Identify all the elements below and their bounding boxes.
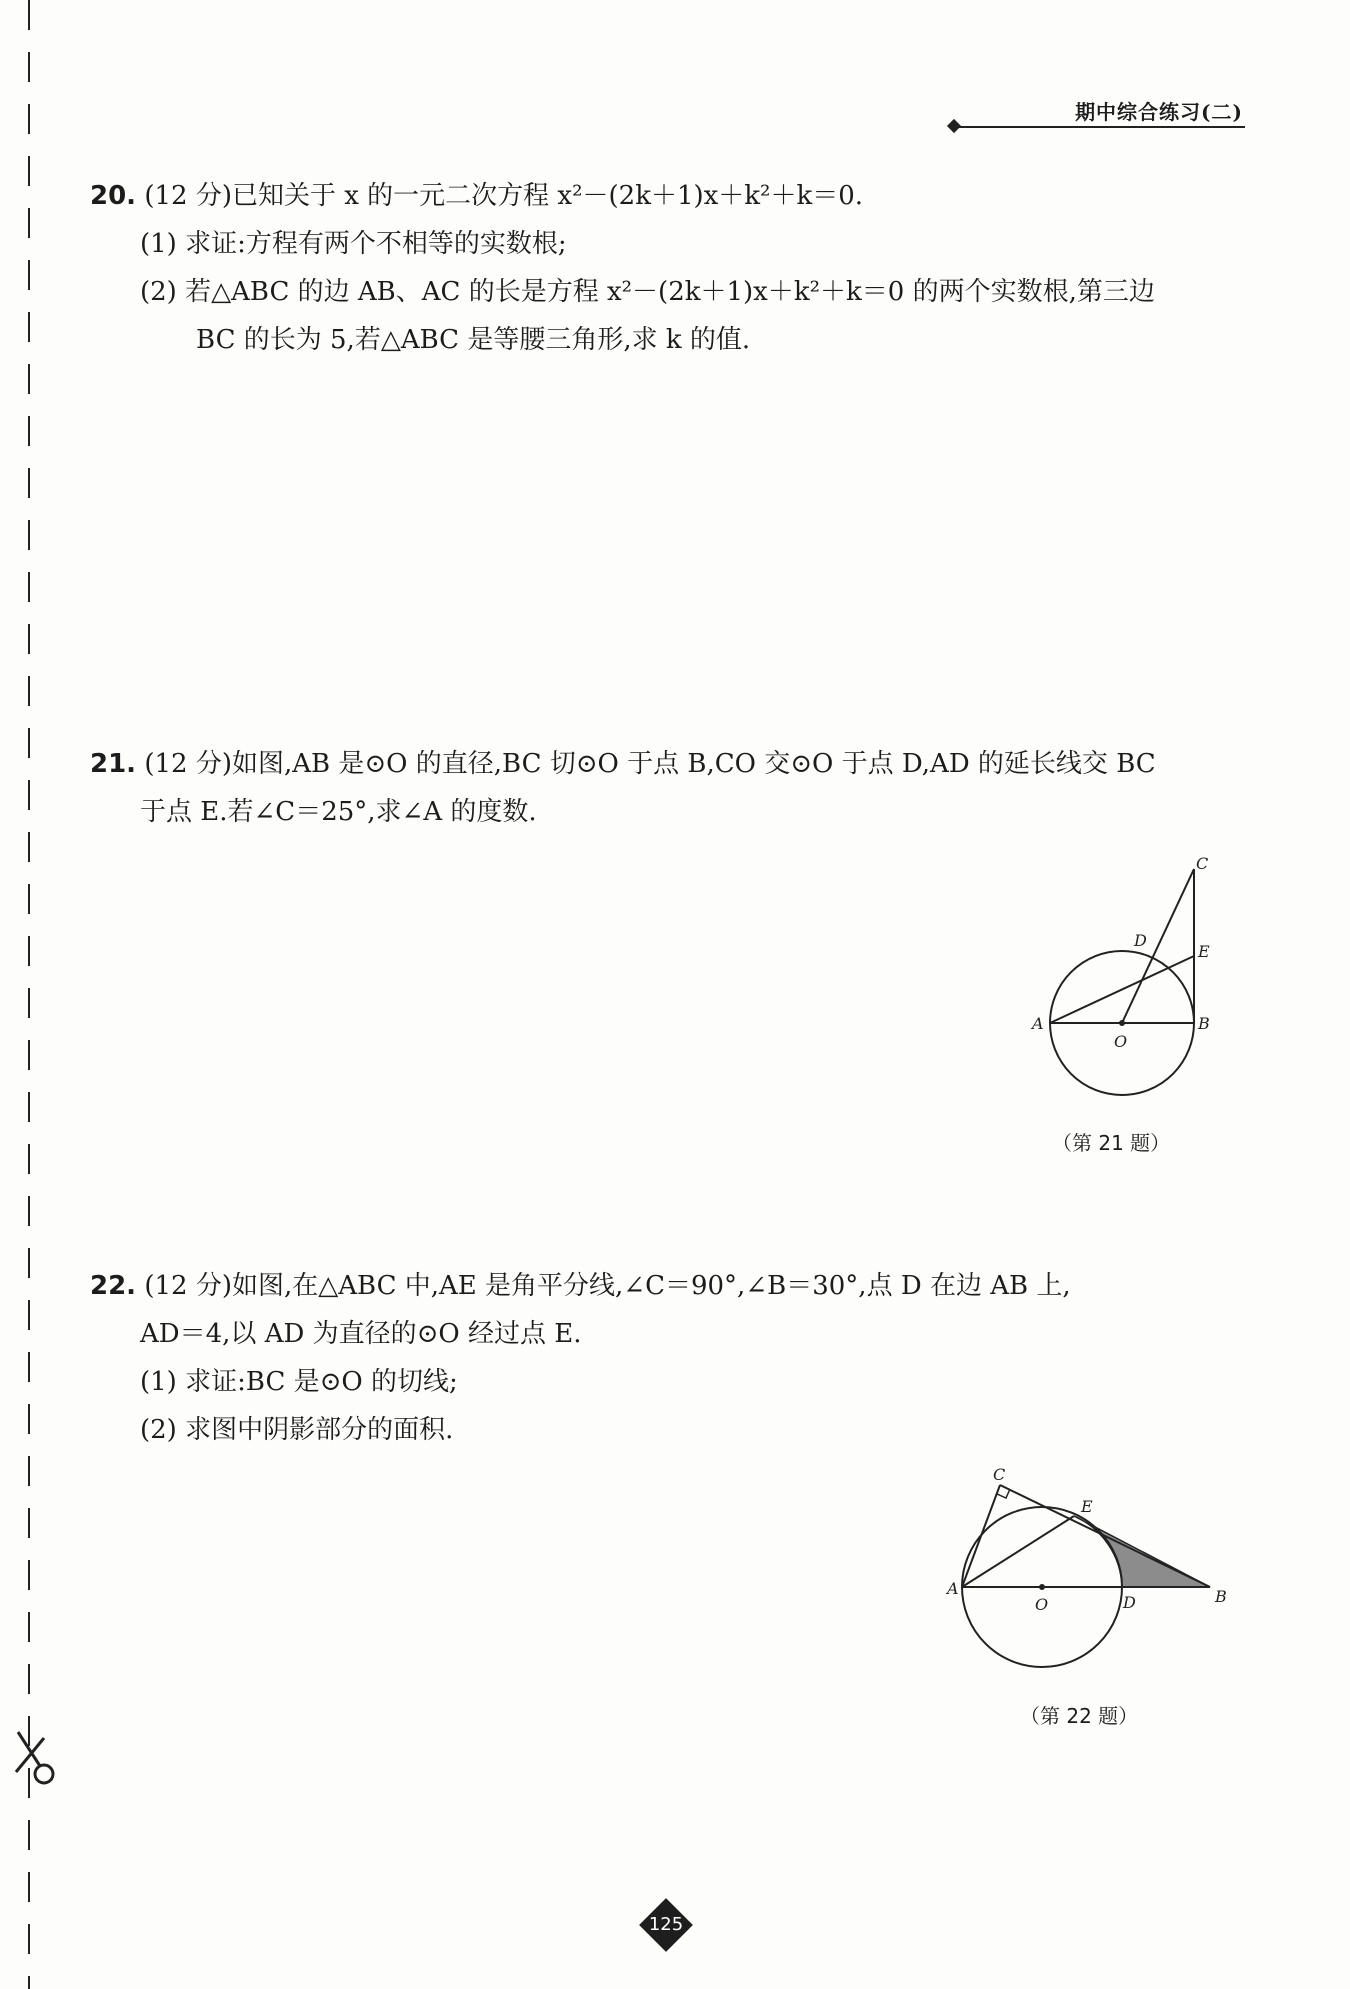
question-stem-cont: AD＝4,以 AD 为直径的⊙O 经过点 E. xyxy=(140,1319,582,1349)
figure-21 xyxy=(1020,855,1240,1095)
question-stem-cont: 于点 E.若∠C＝25°,求∠A 的度数. xyxy=(140,797,537,827)
label-o: O xyxy=(1035,1595,1049,1614)
center-point xyxy=(1039,1584,1045,1590)
header-rule xyxy=(959,126,1245,128)
question-number: 20. xyxy=(90,181,137,211)
sub-question-2-cont: BC 的长为 5,若△ABC 是等腰三角形,求 k 的值. xyxy=(196,325,751,355)
question-stem: (12 分)已知关于 x 的一元二次方程 x²－(2k＋1)x＋k²＋k＝0. xyxy=(144,181,864,211)
question-number: 22. xyxy=(90,1271,137,1301)
center-point xyxy=(1119,1020,1125,1026)
page-number: 125 xyxy=(648,1914,684,1935)
figure-21-caption: （第 21 题） xyxy=(1052,1131,1171,1155)
label-o: O xyxy=(1114,1032,1128,1051)
label-b: B xyxy=(1215,1587,1227,1606)
label-a: A xyxy=(1032,1014,1044,1033)
header-title: 期中综合练习(二) xyxy=(1075,100,1243,124)
cut-line xyxy=(26,0,32,1989)
page-number-badge xyxy=(639,1898,693,1952)
segment-ae xyxy=(1050,956,1194,1023)
label-c: C xyxy=(993,1465,1006,1484)
page-header xyxy=(945,96,1245,136)
sub-question-1: (1) 求证:方程有两个不相等的实数根; xyxy=(140,229,567,259)
side-ac xyxy=(962,1485,1000,1587)
label-e: E xyxy=(1198,942,1210,961)
label-e: E xyxy=(1081,1497,1093,1516)
segment-oc xyxy=(1122,869,1194,1023)
scissors-icon xyxy=(14,1730,60,1790)
side-cb xyxy=(1000,1485,1210,1587)
question-stem: (12 分)如图,在△ABC 中,AE 是角平分线,∠C＝90°,∠B＝30°,点 D 在边 AB 上, xyxy=(144,1271,1071,1301)
figure-22-caption: （第 22 题） xyxy=(1020,1704,1139,1728)
label-c: C xyxy=(1196,854,1209,873)
question-22 xyxy=(90,1262,1240,1454)
label-d: D xyxy=(1134,931,1147,950)
figure-22 xyxy=(945,1460,1225,1680)
question-20 xyxy=(90,172,1240,364)
label-d: D xyxy=(1123,1593,1136,1612)
bisector-ae xyxy=(962,1516,1074,1587)
sub-question-1: (1) 求证:BC 是⊙O 的切线; xyxy=(140,1367,458,1397)
question-number: 21. xyxy=(90,749,137,779)
sub-question-2: (2) 若△ABC 的边 AB、AC 的长是方程 x²－(2k＋1)x＋k²＋k＝0 的两个实数根,第三边 xyxy=(140,277,1155,307)
question-stem: (12 分)如图,AB 是⊙O 的直径,BC 切⊙O 于点 B,CO 交⊙O 于点 D,AD 的延长线交 BC xyxy=(144,749,1156,779)
question-21 xyxy=(90,740,1240,836)
label-a: A xyxy=(947,1579,959,1598)
label-b: B xyxy=(1198,1014,1210,1033)
sub-question-2: (2) 求图中阴影部分的面积. xyxy=(140,1415,454,1445)
